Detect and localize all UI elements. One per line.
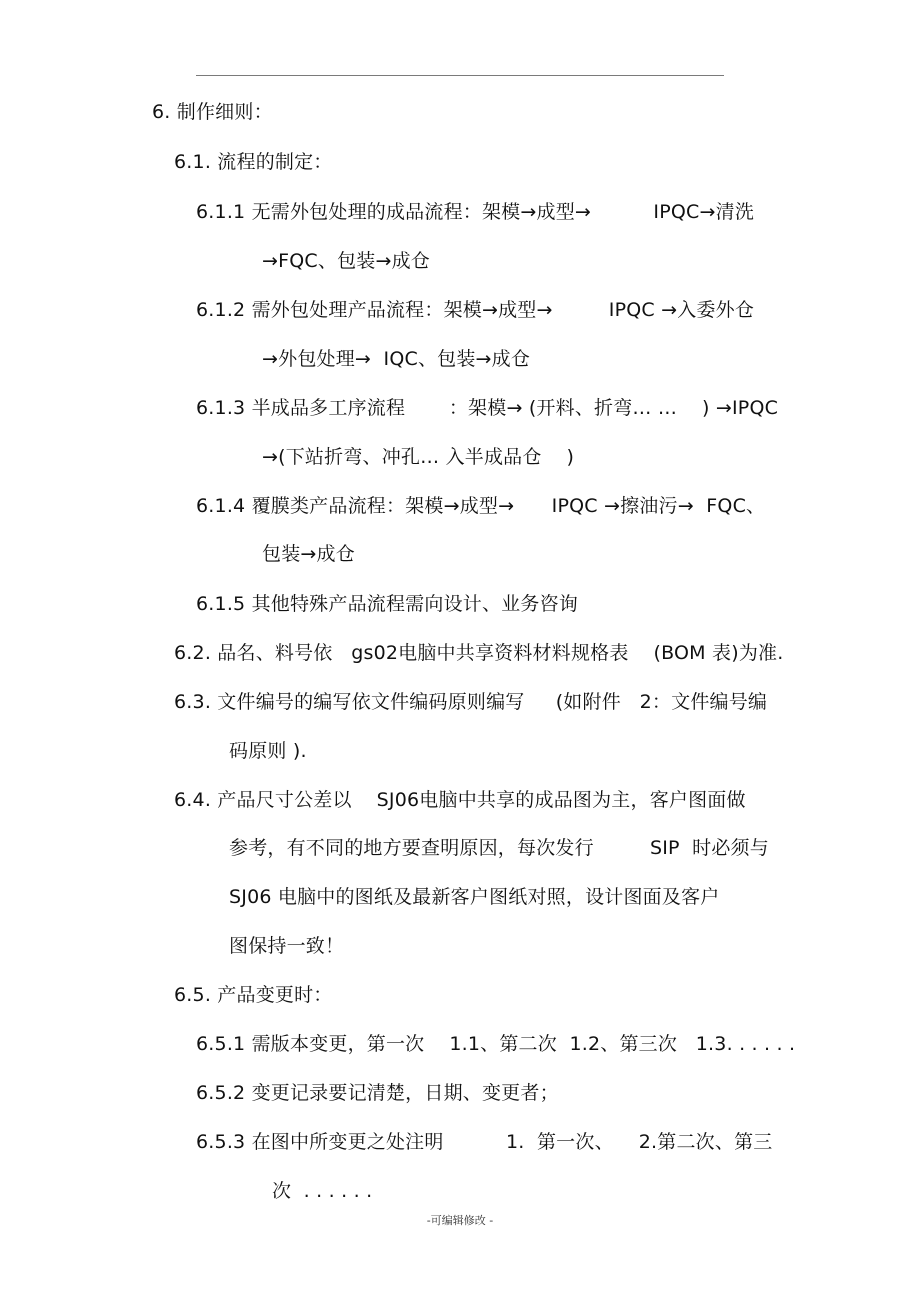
- item-6-1-4-line-1: 6.1.4 覆膜类产品流程：架模→成型→ IPQC →擦油污→ FQC、: [196, 495, 766, 517]
- item-6-1-1-line-1: 6.1.1 无需外包处理的成品流程：架模→成型→ IPQC→清洗: [196, 201, 755, 223]
- section-6-4-line-4: 图保持一致！: [229, 935, 345, 957]
- section-6-1-heading: 6.1. 流程的制定：: [174, 151, 333, 173]
- item-6-1-2-line-2: →外包处理→ IQC、包装→成仓: [262, 348, 531, 370]
- item-6-5-1: 6.5.1 需版本变更，第一次 1.1、第二次 1.2、第三次 1.3. . . . . .: [196, 1033, 796, 1055]
- item-6-1-1-line-2: →FQC、包装→成仓: [262, 250, 430, 272]
- section-6-heading: 6. 制作细则：: [152, 101, 273, 123]
- section-6-4-line-3: SJ06 电脑中的图纸及最新客户图纸对照，设计图面及客户: [229, 886, 720, 908]
- section-6-2: 6.2. 品名、料号依 gs02电脑中共享资料材料规格表 (BOM 表)为准.: [174, 642, 784, 664]
- section-6-4-line-1: 6.4. 产品尺寸公差以 SJ06电脑中共享的成品图为主，客户图面做: [174, 789, 746, 811]
- item-6-1-3-line-1: 6.1.3 半成品多工序流程 ：架模→ (开料、折弯… … ) →IPQC: [196, 397, 779, 419]
- section-6-3-line-2: 码原则 ).: [229, 740, 307, 762]
- item-6-1-5: 6.1.5 其他特殊产品流程需向设计、业务咨询: [196, 593, 578, 615]
- section-6-4-line-2: 参考，有不同的地方要查明原因，每次发行 SIP 时必须与: [229, 837, 769, 859]
- header-rule: [196, 75, 724, 76]
- item-6-1-4-line-2: 包装→成仓: [262, 543, 355, 565]
- section-6-3-line-1: 6.3. 文件编号的编写依文件编码原则编写 (如附件 2：文件编号编: [174, 691, 768, 713]
- section-6-5-heading: 6.5. 产品变更时：: [174, 984, 333, 1006]
- item-6-1-3-line-2: →(下站折弯、冲孔… 入半成品仓 ): [262, 446, 575, 468]
- footer-note: -可编辑修改 -: [426, 1214, 494, 1227]
- item-6-5-3-line-2: 次 . . . . . .: [272, 1180, 373, 1202]
- item-6-1-2-line-1: 6.1.2 需外包处理产品流程：架模→成型→ IPQC →入委外仓: [196, 299, 755, 321]
- item-6-5-2: 6.5.2 变更记录要记清楚，日期、变更者；: [196, 1082, 559, 1104]
- item-6-5-3-line-1: 6.5.3 在图中所变更之处注明 1. 第一次、 2.第二次、第三: [196, 1131, 773, 1153]
